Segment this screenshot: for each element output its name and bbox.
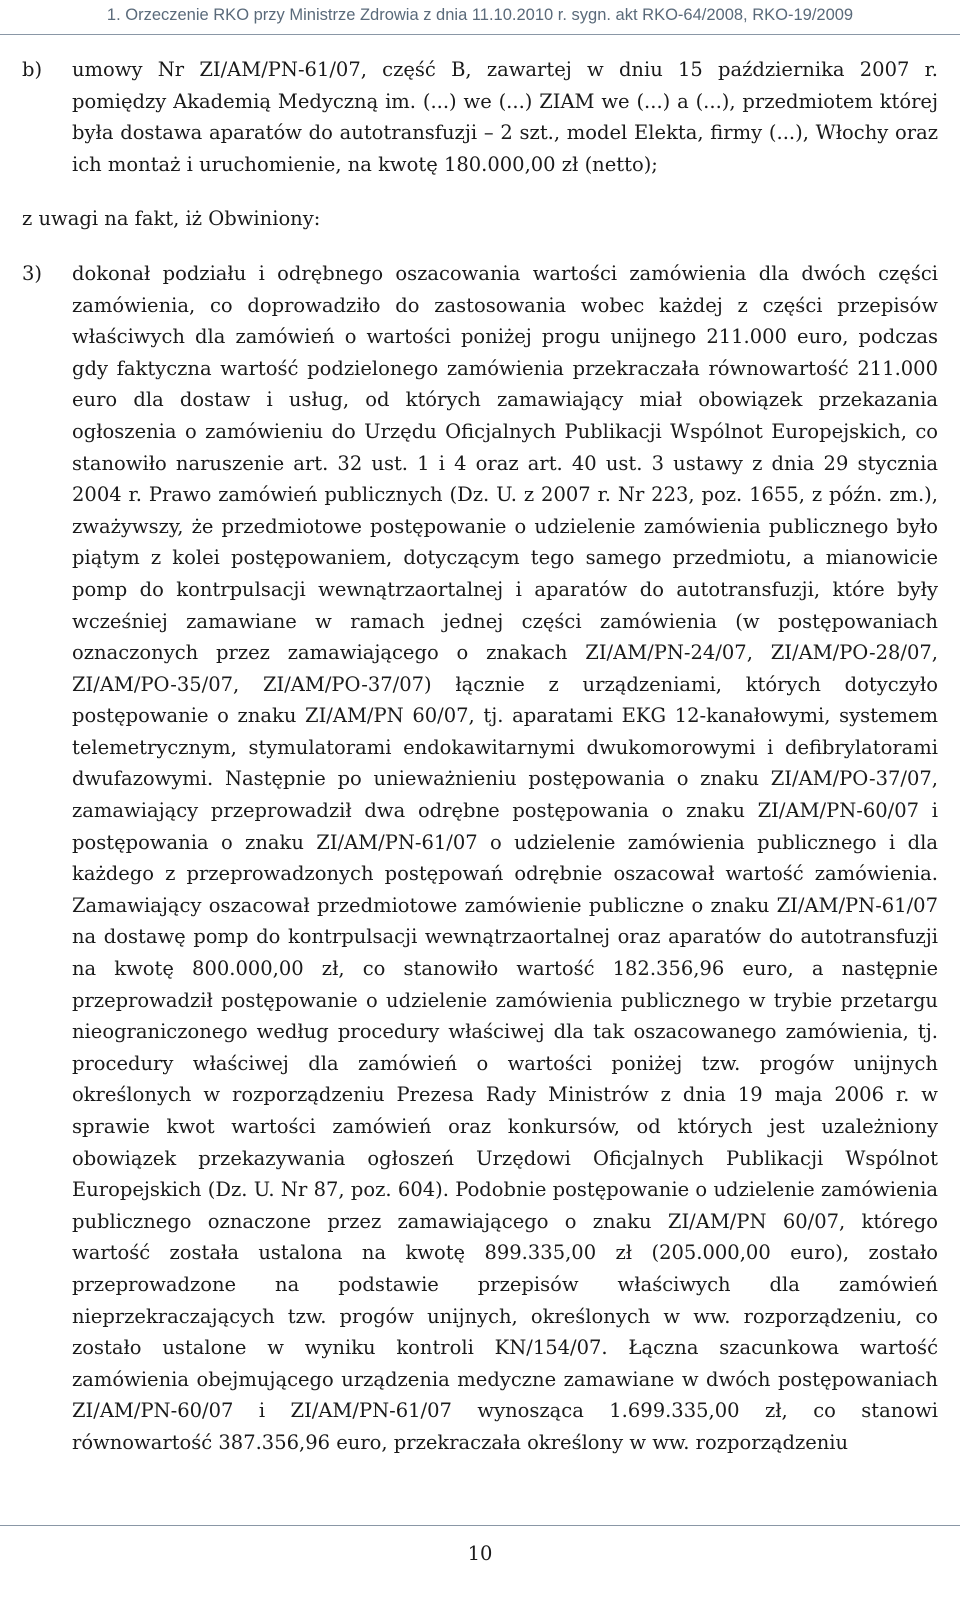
running-header: 1. Orzeczenie RKO przy Ministrze Zdrowia z dnia 11.10.2010 r. sygn. akt RKO-64/2008, RKO-19/2009 [106, 6, 854, 24]
intro-paragraph: z uwagi na fakt, iż Obwiniony: [22, 207, 321, 231]
list-item-b-text: umowy Nr ZI/AM/PN-61/07, część B, zawartej w dniu 15 października 2007 r. pomiędzy Akademią Medyczną im. (...) we (...) ZIAM we (...) a (...), przedmiotem której była dostawa aparatów do autotransfuzji – 2 szt., model Elekta, firmy (...), Włochy oraz ich montaż i uruchomienie, na kwotę 180.000,00 zł (netto); [72, 58, 938, 176]
list-marker-3: 3) [22, 261, 43, 285]
footer-divider [0, 1525, 960, 1526]
page-body [22, 54, 938, 1459]
list-item-b [22, 54, 938, 180]
list-marker-b: b) [22, 58, 43, 81]
list-item-3-text: dokonał podziału i odrębnego oszacowania wartości zamówienia dla dwóch części zamówienia, co doprowadziło do zastosowania wobec każdej z części przepisów właściwych dla zamówień o wartości poniżej progu unijnego 211.000 euro, podczas gdy faktyczna wartość podzielonego zamówienia przekraczała równowartość 211.000 euro dla dostaw i usług, od których zamawiający miał obowiązek przekazania ogłoszenia o zamówieniu do Urzędu Oficjalnych Publikacji Wspólnot Europejskich, co stanowiło naruszenie art. 32 ust. 1 i 4 oraz art. 40 ust. 3 ustawy z dnia 29 stycznia 2004 r. Prawo zamówień publicznych (Dz. U. z 2007 r. Nr 223, poz. 1655, z późn. zm.), zważywszy, że przedmiotowe postępowanie o udzielenie zamówienia publicznego było piątym z kolei postępowaniem, dotyczącym tego samego przedmiotu, a mianowicie pomp do kontrpulsacji wewnątrzaortalnej i aparatów do autotransfuzji, które były wcześniej zamawiane w ramach jednej części zamówienia (w postępowaniach oznaczonych przez zamawiającego o znakach ZI/AM/PN-24/07, ZI/AM/PO-28/07, ZI/AM/PO-35/07, ZI/AM/PO-37/07) łącznie z urządzeniami, których dotyczyło postępowanie o znaku ZI/AM/PN 60/07, tj. aparatami EKG 12-kanałowymi, systemem telemetrycznym, stymulatorami endokawitarnymi dwukomorowymi i defibrylatorami dwufazowymi. Następnie po unieważnieniu postępowania o znaku ZI/AM/PO-37/07, zamawiający przeprowadził dwa odrębne postępowania o znaku ZI/AM/PN-60/07 i postępowania o znaku ZI/AM/PN-61/07 o udzielenie zamówienia publicznego i dla każdego z przeprowadzonych postępowań odrębnie oszacował wartość zamówienia. Zamawiający oszacował przedmiotowe zamówienie publiczne o znaku ZI/AM/PN-61/07 na dostawę pomp do kontrpulsacji wewnątrzaortalnej oraz aparatów do autotransfuzji na kwotę 800.000,00 zł, co stanowiło wartość 182.356,96 euro, a następnie przeprowadził postępowanie o udzielenie zamówienia publicznego w trybie przetargu nieograniczonego według procedury właściwej dla tak oszacowanego zamówienia, tj. procedury właściwej dla zamówień o wartości poniżej tzw. progów unijnych określonych w rozporządzeniu Prezesa Rady Ministrów z dnia 19 maja 2006 r. w sprawie kwot wartości zamówień oraz konkursów, od których jest uzależniony obowiązek przekazywania ogłoszeń Urzędowi Oficjalnych Publikacji Wspólnot Europejskich (Dz. U. Nr 87, poz. 604). Podobnie postępowanie o udzielenie zamówienia publicznego oznaczone przez zamawiającego o znaku ZI/AM/PN 60/07, którego wartość została ustalona na kwotę 899.335,00 zł (205.000,00 euro), zostało przeprowadzone na podstawie przepisów właściwych dla zamówień nieprzekraczających tzw. progów unijnych, określonych w ww. rozporządzeniu, co zostało ustalone w wyniku kontroli KN/154/07. Łączna szacunkowa wartość zamówienia obejmującego urządzenia medyczne zamawiane w dwóch postępowaniach ZI/AM/PN-60/07 i ZI/AM/PN-61/07 wynosząca 1.699.335,00 zł, co stanowi równowartość 387.356,96 euro, przekraczała określony w ww. rozporządzeniu [72, 261, 938, 1454]
list-item-3 [22, 258, 938, 1459]
page-number: 10 [467, 1542, 493, 1565]
header-divider [0, 34, 960, 35]
